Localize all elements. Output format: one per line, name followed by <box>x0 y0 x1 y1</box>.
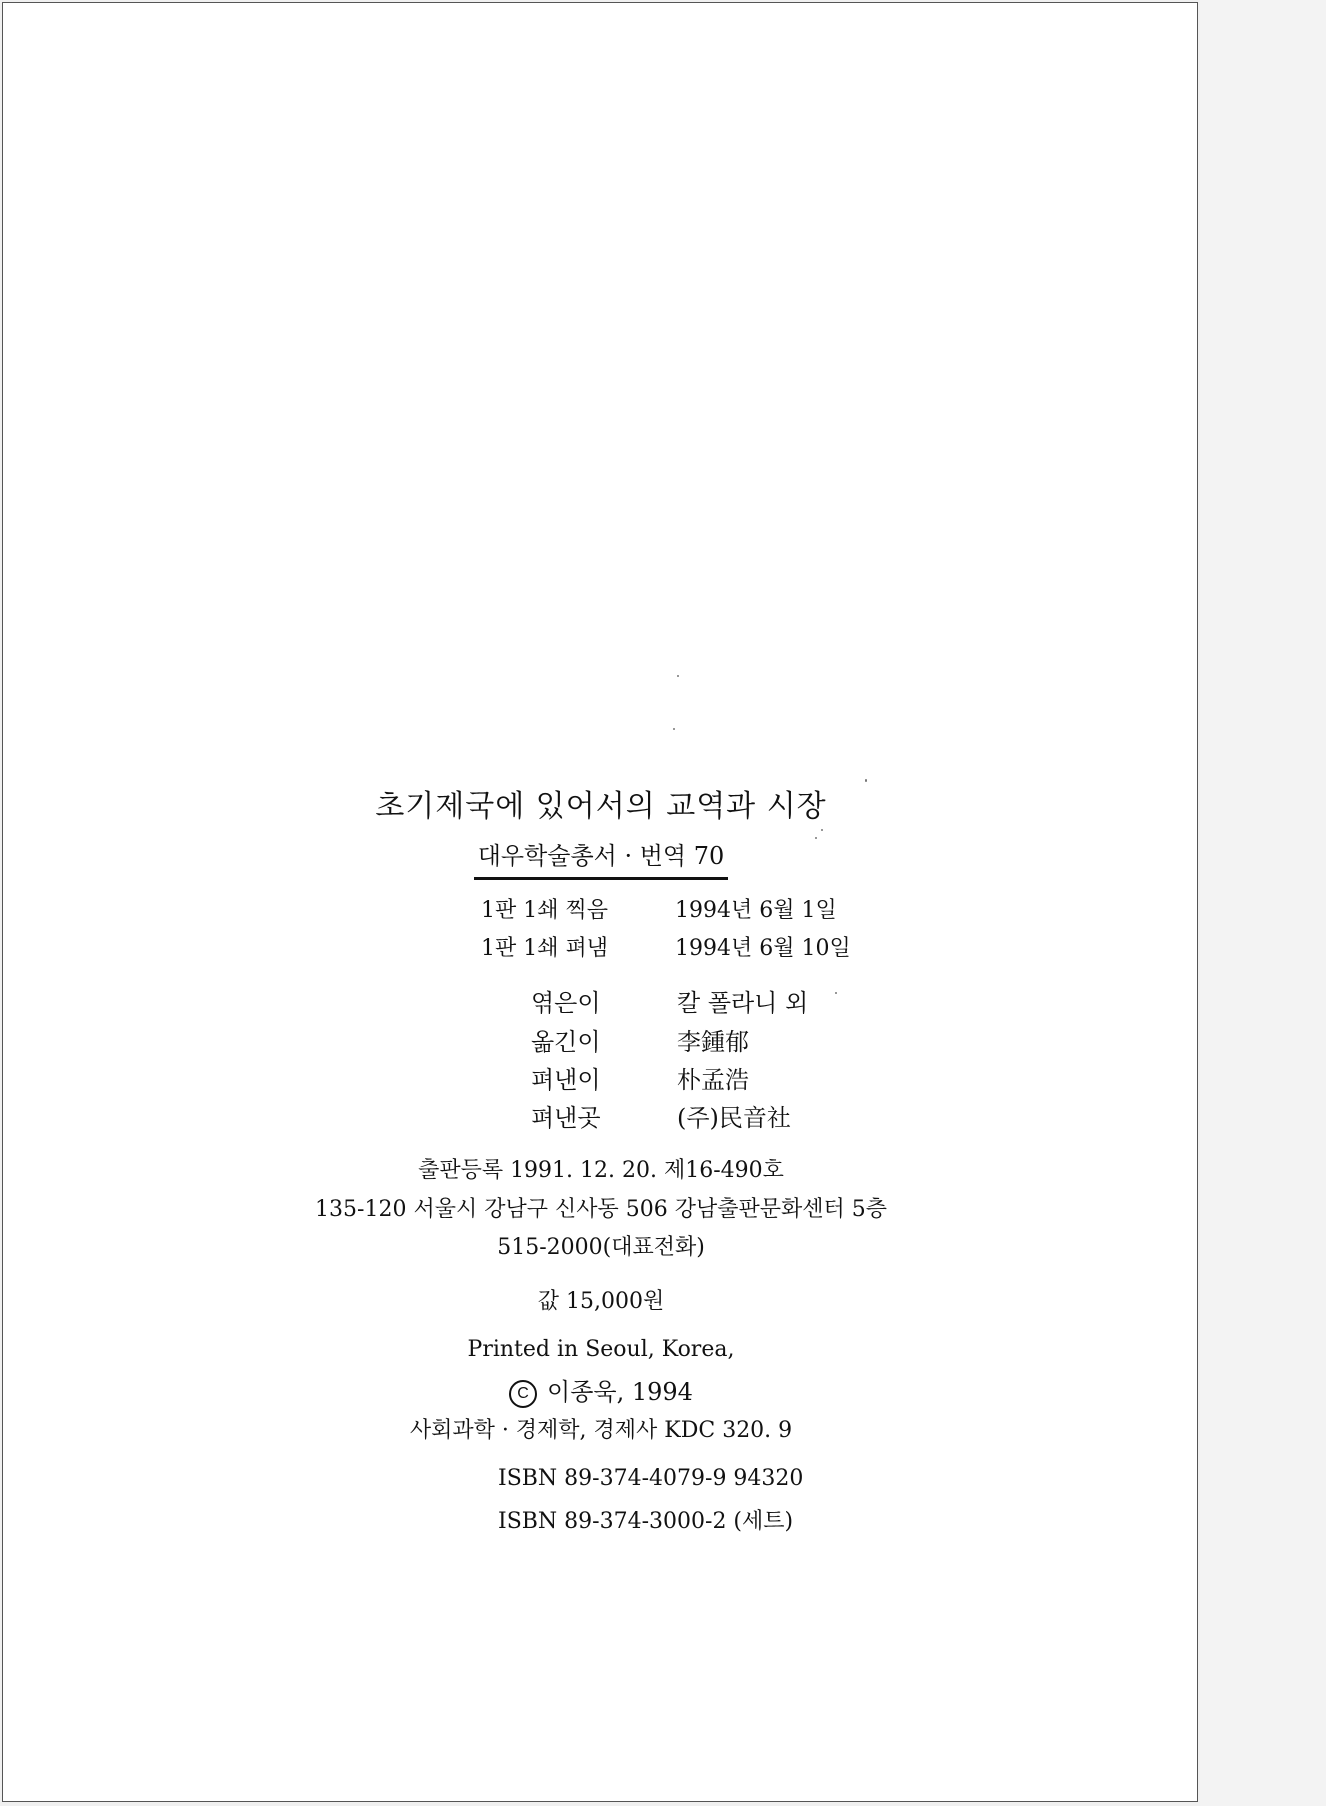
edition-1-label: 1판 1쇄 찍음 <box>481 898 608 923</box>
scan-speck <box>677 675 679 677</box>
copyright-line <box>3 1372 1199 1408</box>
price-line: 값 15,000원 <box>537 1289 665 1314</box>
credit-publisher-value: 朴孟浩 <box>677 1066 749 1094</box>
credit-house-value: (주)民音社 <box>677 1104 791 1132</box>
credit-translator-value: 李鍾郁 <box>677 1028 749 1056</box>
isbn-line-2: ISBN 89-374-3000-2 (세트) <box>498 1509 794 1534</box>
scan-speck <box>673 728 675 730</box>
colophon-page <box>2 2 1198 1802</box>
copyright-holder: 이종욱, 1994 <box>547 1378 693 1406</box>
edition-2-date: 1994년 6월 10일 <box>675 936 851 961</box>
address-line: 135-120 서울시 강남구 신사동 506 강남출판문화센터 5층 <box>315 1197 887 1222</box>
registration-line: 출판등록 1991. 12. 20. 제16-490호 <box>418 1158 784 1183</box>
book-title: 초기제국에 있어서의 교역과 시장 <box>375 789 827 824</box>
scan-speck <box>835 992 837 994</box>
scan-speck <box>821 829 823 831</box>
series-line <box>3 836 1199 880</box>
credit-house-label: 펴낸곳 <box>531 1104 601 1132</box>
credit-editor-label: 엮은이 <box>531 989 601 1017</box>
copyright-icon: C <box>509 1380 537 1408</box>
series-title: 대우학술총서 · 번역 70 <box>474 836 729 880</box>
credit-editor-value: 칼 폴라니 외 <box>677 989 809 1017</box>
edition-1-date: 1994년 6월 1일 <box>675 898 837 923</box>
printed-line: Printed in Seoul, Korea, <box>467 1337 735 1362</box>
edition-2-label: 1판 1쇄 펴냄 <box>481 936 608 961</box>
credit-translator-label: 옮긴이 <box>531 1028 601 1056</box>
phone-line: 515-2000(대표전화) <box>497 1235 705 1260</box>
viewer-gutter <box>1200 0 1326 1806</box>
credit-publisher-label: 펴낸이 <box>531 1066 601 1094</box>
classification-line: 사회과학 · 경제학, 경제사 KDC 320. 9 <box>409 1418 793 1443</box>
isbn-line-1: ISBN 89-374-4079-9 94320 <box>498 1466 804 1491</box>
